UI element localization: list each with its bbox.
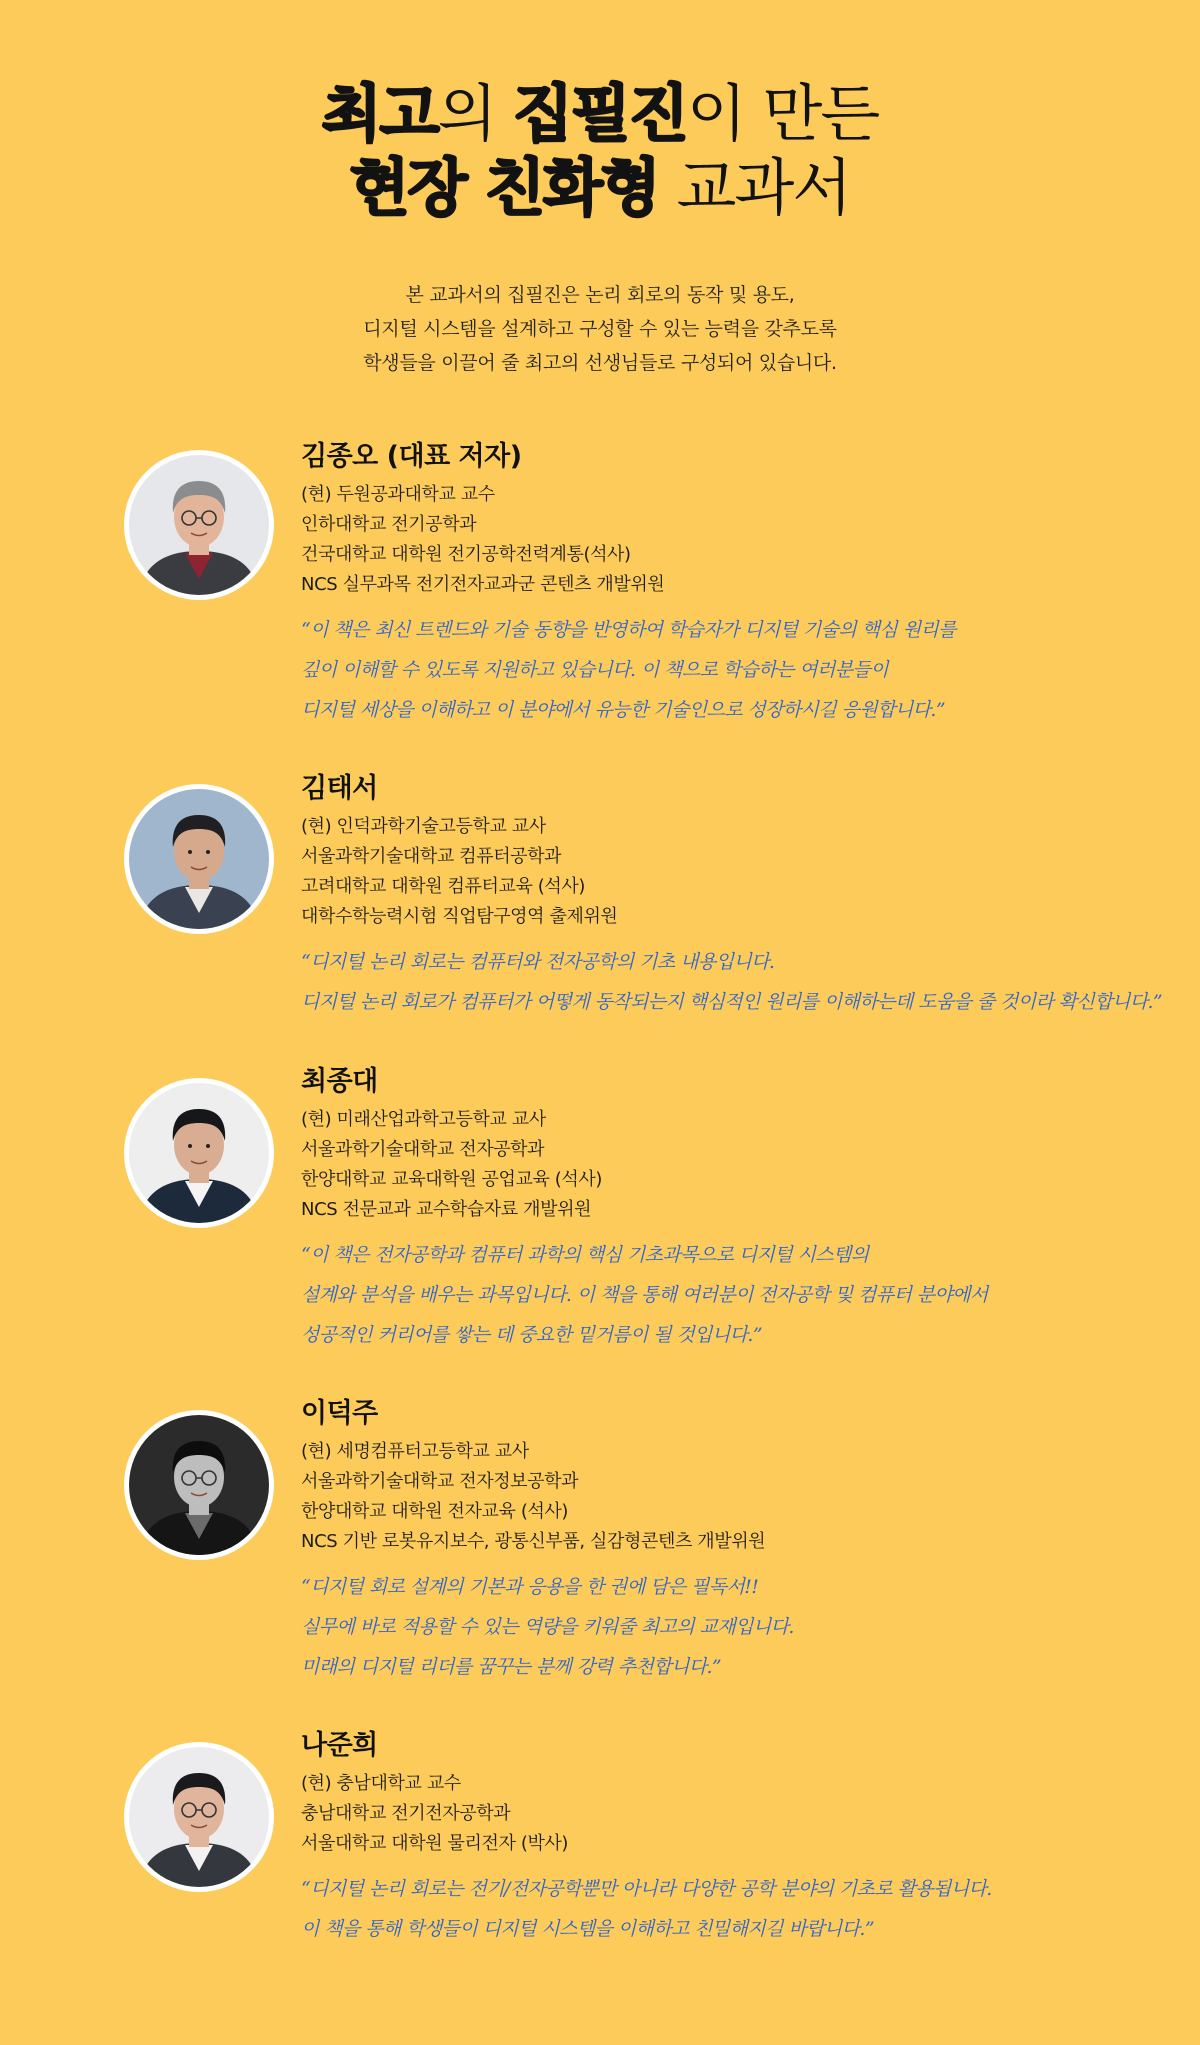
hero-title-segment: 집필진 — [513, 77, 687, 150]
hero-title-line-2 — [0, 152, 1200, 224]
author-quote-line: 미래의 디지털 리더를 꿈꾸는 분께 강력 추천합니다.” — [301, 1656, 722, 1678]
author-quote-line: 디지털 세상을 이해하고 이 분야에서 유능한 기술인으로 성장하시길 응원합니다.” — [301, 699, 945, 721]
intro-line: 학생들을 이끌어 줄 최고의 선생님들로 구성되어 있습니다. — [363, 352, 837, 374]
author-avatar — [124, 1078, 274, 1228]
author-quote-line: 설계와 분석을 배우는 과목입니다. 이 책을 통해 여러분이 전자공학 및 컴퓨터 분야에서 — [301, 1284, 988, 1306]
author-credential: 인하대학교 전기공학과 — [301, 514, 477, 535]
author-credential: (현) 인덕과학기술고등학교 교사 — [301, 816, 546, 837]
author-info — [301, 1729, 1191, 1949]
author-avatar — [124, 1742, 274, 1892]
author-credential: (현) 두원공과대학교 교수 — [301, 484, 495, 505]
author-info — [301, 1065, 1191, 1355]
author-quote — [301, 1567, 1191, 1687]
author-name: 나준희 — [301, 1730, 378, 1761]
author-credential: 한양대학교 교육대학원 공업교육 (석사) — [301, 1169, 603, 1190]
portrait-illustration — [129, 1747, 269, 1887]
portrait-illustration — [129, 1415, 269, 1555]
author-credential: 서울과학기술대학교 전자정보공학과 — [301, 1471, 579, 1492]
author-info — [301, 440, 1191, 730]
author-quote-line: “디지털 회로 설계의 기본과 응용을 한 권에 담은 필독서!! — [301, 1576, 759, 1598]
author-credentials — [301, 1105, 1191, 1225]
author-quote-line: “이 책은 전자공학과 컴퓨터 과학의 핵심 기초과목으로 디지털 시스템의 — [301, 1244, 869, 1266]
author-credential: (현) 미래산업과학고등학교 교사 — [301, 1109, 546, 1130]
author-credential: 서울과학기술대학교 컴퓨터공학과 — [301, 846, 562, 867]
author-credentials — [301, 1437, 1191, 1557]
author-credential: 한양대학교 대학원 전자교육 (석사) — [301, 1501, 569, 1522]
intro-line: 본 교과서의 집필진은 논리 회로의 동작 및 용도, — [405, 284, 795, 306]
author-name: 이덕주 — [301, 1398, 378, 1429]
author-info — [301, 1397, 1191, 1687]
author-credential: 건국대학교 대학원 전기공학전력계통(석사) — [301, 544, 631, 565]
hero-title-segment: 교과서 — [658, 151, 851, 224]
hero-title-segment: 현장 친화형 — [349, 151, 659, 224]
hero-title-segment: 최고 — [321, 77, 438, 150]
author-credential: 서울대학교 대학원 물리전자 (박사) — [301, 1833, 569, 1854]
author-credential: NCS 전문교과 교수학습자료 개발위원 — [301, 1199, 592, 1220]
author-info — [301, 772, 1191, 1022]
portrait-illustration — [129, 455, 269, 595]
author-credentials — [301, 812, 1191, 932]
hero-title-segment: 의 — [437, 77, 514, 150]
author-credential: 충남대학교 전기전자공학과 — [301, 1803, 511, 1824]
author-credential: 고려대학교 대학원 컴퓨터교육 (석사) — [301, 876, 586, 897]
author-quote-line: “디지털 논리 회로는 컴퓨터와 전자공학의 기초 내용입니다. — [301, 951, 775, 973]
author-name: 최종대 — [301, 1066, 378, 1097]
intro-text — [0, 278, 1200, 380]
author-credential: 대학수학능력시험 직업탐구영역 출제위원 — [301, 906, 618, 927]
author-credential: (현) 충남대학교 교수 — [301, 1773, 461, 1794]
author-quote-line: 디지털 논리 회로가 컴퓨터가 어떻게 동작되는지 핵심적인 원리를 이해하는데 도움을 줄 것이라 확신합니다.” — [301, 991, 1163, 1013]
author-quote — [301, 610, 1191, 730]
author-quote-line: 실무에 바로 적용할 수 있는 역량을 키워줄 최고의 교재입니다. — [301, 1616, 794, 1638]
intro-line: 디지털 시스템을 설계하고 구성할 수 있는 능력을 갖추도록 — [363, 318, 837, 340]
author-credential: 서울과학기술대학교 전자공학과 — [301, 1139, 545, 1160]
author-quote — [301, 1235, 1191, 1355]
author-avatar — [124, 1410, 274, 1560]
portrait-illustration — [129, 789, 269, 929]
author-quote-line: 이 책을 통해 학생들이 디지털 시스템을 이해하고 친밀해지길 바랍니다.” — [301, 1918, 874, 1940]
author-credential: (현) 세명컴퓨터고등학교 교사 — [301, 1441, 529, 1462]
hero-title-segment: 이 만든 — [686, 77, 879, 150]
author-quote-line: “이 책은 최신 트렌드와 기술 동향을 반영하여 학습자가 디지털 기술의 핵심 원리를 — [301, 619, 956, 641]
author-quote — [301, 942, 1191, 1022]
author-avatar — [124, 450, 274, 600]
author-name: 김종오 (대표 저자) — [301, 441, 522, 472]
author-quote-line: 깊이 이해할 수 있도록 지원하고 있습니다. 이 책으로 학습하는 여러분들이 — [301, 659, 889, 681]
hero-title — [0, 78, 1200, 224]
author-quote-line: “디지털 논리 회로는 전기/전자공학뿐만 아니라 다양한 공학 분야의 기초로 활용됩니다. — [301, 1878, 992, 1900]
author-credential: NCS 기반 로봇유지보수, 광통신부품, 실감형콘텐츠 개발위원 — [301, 1531, 766, 1552]
author-credential: NCS 실무과목 전기전자교과군 콘텐츠 개발위원 — [301, 574, 665, 595]
author-credentials — [301, 1769, 1191, 1859]
author-name: 김태서 — [301, 773, 378, 804]
author-avatar — [124, 784, 274, 934]
portrait-illustration — [129, 1083, 269, 1223]
author-quote-line: 성공적인 커리어를 쌓는 데 중요한 밑거름이 될 것입니다.” — [301, 1324, 762, 1346]
author-quote — [301, 1869, 1191, 1949]
hero-title-line-1 — [0, 78, 1200, 150]
author-credentials — [301, 480, 1191, 600]
